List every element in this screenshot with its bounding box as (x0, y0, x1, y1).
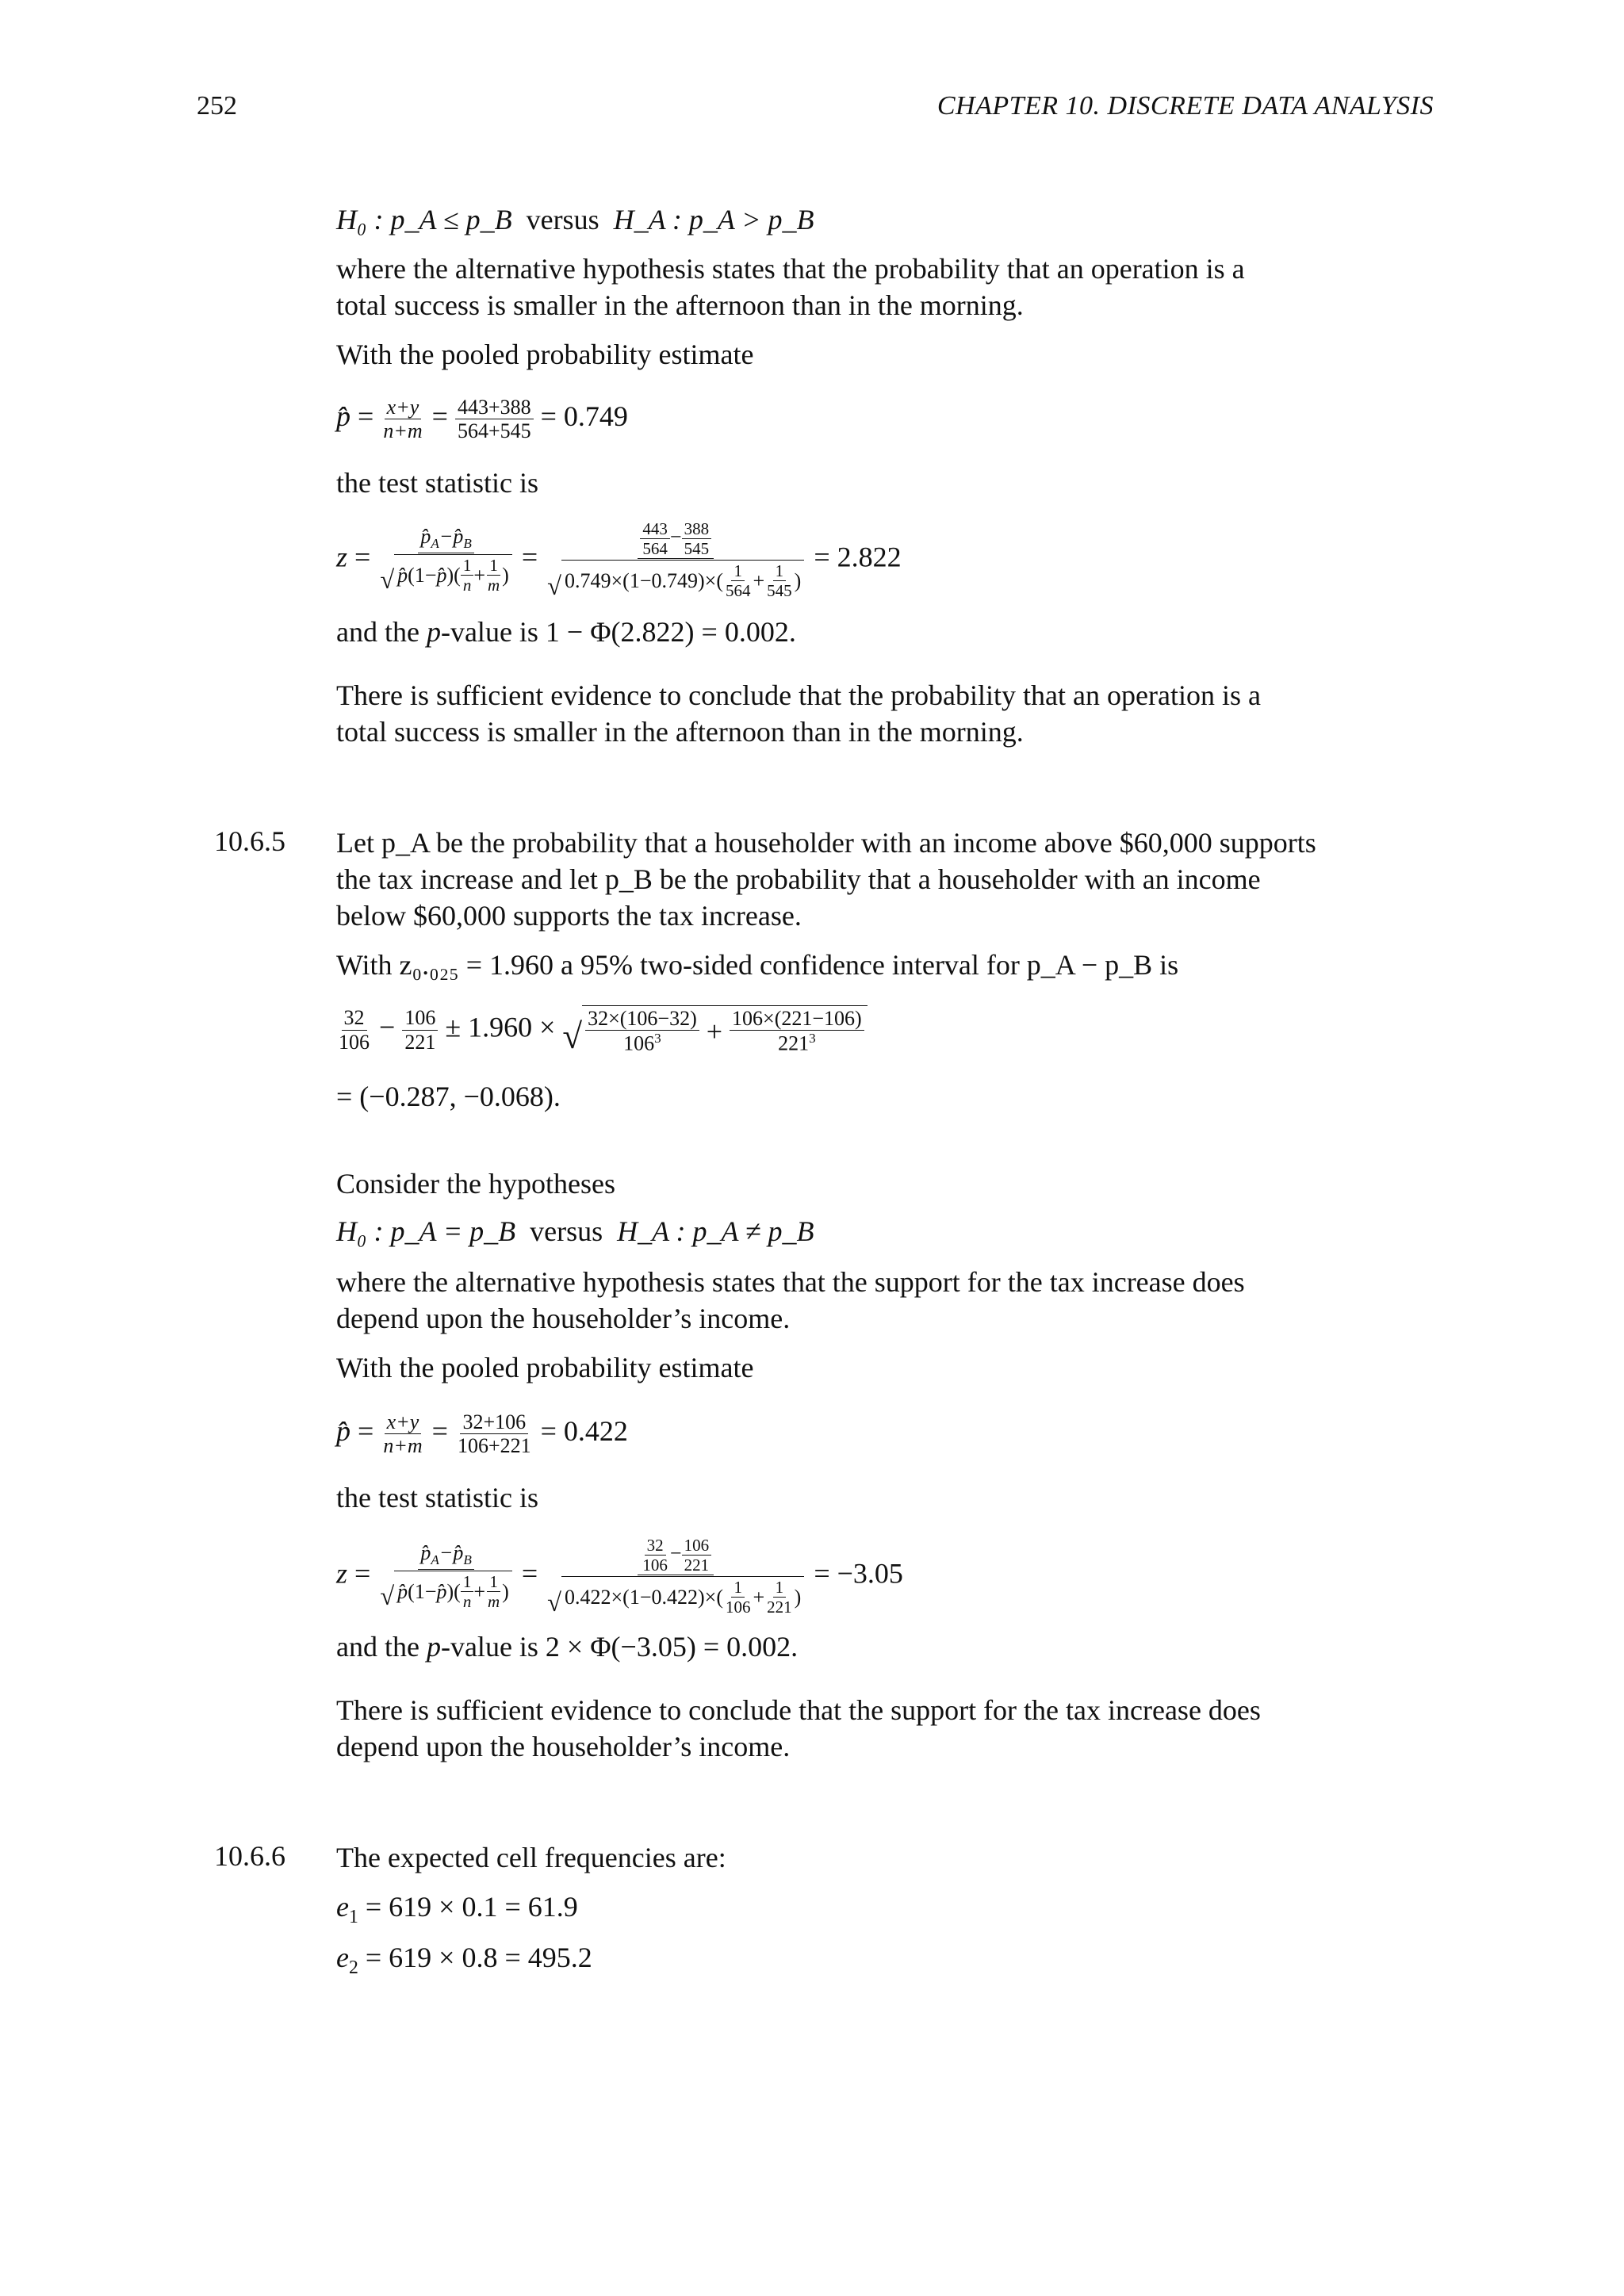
ci-result: = (−0.287, −0.068). (336, 1081, 561, 1112)
test-intro-2: the test statistic is (336, 1482, 538, 1513)
intro-1065b: the tax increase and let p_B be the probability that a householder with an income (336, 863, 1261, 895)
section-number-10-6-6: 10.6.6 (214, 1840, 285, 1872)
pooled-intro-1: With the pooled probability estimate (336, 339, 754, 370)
page-number: 252 (197, 91, 237, 121)
hypotheses-1: H₀ : p_A ≤ p_B versus H_A : p_A > p_B (336, 204, 814, 235)
pvalue-1: and the p-value is 1 − Φ(2.822) = 0.002. (336, 616, 796, 648)
running-head: CHAPTER 10. DISCRETE DATA ANALYSIS (936, 91, 1434, 121)
hypotheses-2: H₀ : p_A = p_B versus H_A : p_A ≠ p_B (336, 1215, 814, 1247)
conclusion-1b: total success is smaller in the afternoon than in the morning. (336, 716, 1024, 748)
ci-intro: With z₀.₀₂₅ = 1.960 a 95% two-sided confidence interval for p_A − p_B is (336, 949, 1179, 981)
confidence-interval: $\frac{32}{106}$ − $\frac{106}{221}$ ± 1.960 × √ $\frac{32\times(106-32)}{106^3}$ + $\frac{106\times(221-106)}{221^3}$ (336, 1005, 868, 1054)
z-statistic-2: z = $p̂_A-p̂_B$ √ p̂ (1− p̂ )( $\frac{1}{n}$ + $\frac{1}{m}$ ) = $\frac{32}{106}$ − $\frac{106}{221}$ √ 0.422×(1−0.422)× ( $\frac{1}{106}$ + $\frac{1}{221}$ ) = −3.05 (336, 1536, 903, 1617)
intro-1065a: Let p_A be the probability that a householder with an income above $60,000 supports (336, 827, 1316, 859)
pooled-intro-2: With the pooled probability estimate (336, 1352, 754, 1383)
pooled-estimate-2: p̂ = $\frac{x+y}{n+m}$ = $\frac{32+106}{106+221}$ = 0.422 (336, 1410, 628, 1458)
conclusion-2a: There is sufficient evidence to conclude that the support for the tax increase does (336, 1694, 1261, 1726)
pooled-estimate-1: p̂ = $\frac{x+y}{n+m}$ = $\frac{443+388}{564+545}$ = 0.749 (336, 396, 628, 443)
alt-text-2a: where the alternative hypothesis states that the support for the tax increase does (336, 1266, 1245, 1298)
intro-1066: The expected cell frequencies are: (336, 1842, 726, 1873)
alt-text-1a: where the alternative hypothesis states that the probability that an operation is a (336, 253, 1245, 285)
consider-hypotheses: Consider the hypotheses (336, 1168, 615, 1200)
z-statistic-1: z = $p̂_A-p̂_B$ √ p̂ (1− p̂ )( $\frac{1}{n}$ + $\frac{1}{m}$ ) = $\frac{443}{564}$ − $\frac{388}{545}$ √ 0.749×(1−0.749)× ( $\frac{1}{564}$ + $\frac{1}{545}$ ) = 2.822 (336, 519, 902, 601)
section-number-10-6-5: 10.6.5 (214, 825, 285, 857)
conclusion-2b: depend upon the householder’s income. (336, 1731, 791, 1762)
pvalue-2: and the p-value is 2 × Φ(−3.05) = 0.002. (336, 1631, 799, 1663)
alt-text-1b: total success is smaller in the afternoon than in the morning. (336, 289, 1024, 321)
test-intro-1: the test statistic is (336, 467, 538, 499)
expected-e1: $e_1 = 619 \times 0.1 = 61.9$ (336, 1891, 578, 1928)
conclusion-1a: There is sufficient evidence to conclude that the probability that an operation is a (336, 679, 1261, 711)
alt-text-2b: depend upon the householder’s income. (336, 1303, 791, 1334)
expected-e2: $e_2 = 619 \times 0.8 = 495.2$ (336, 1942, 592, 1979)
intro-1065c: below $60,000 supports the tax increase. (336, 900, 802, 932)
